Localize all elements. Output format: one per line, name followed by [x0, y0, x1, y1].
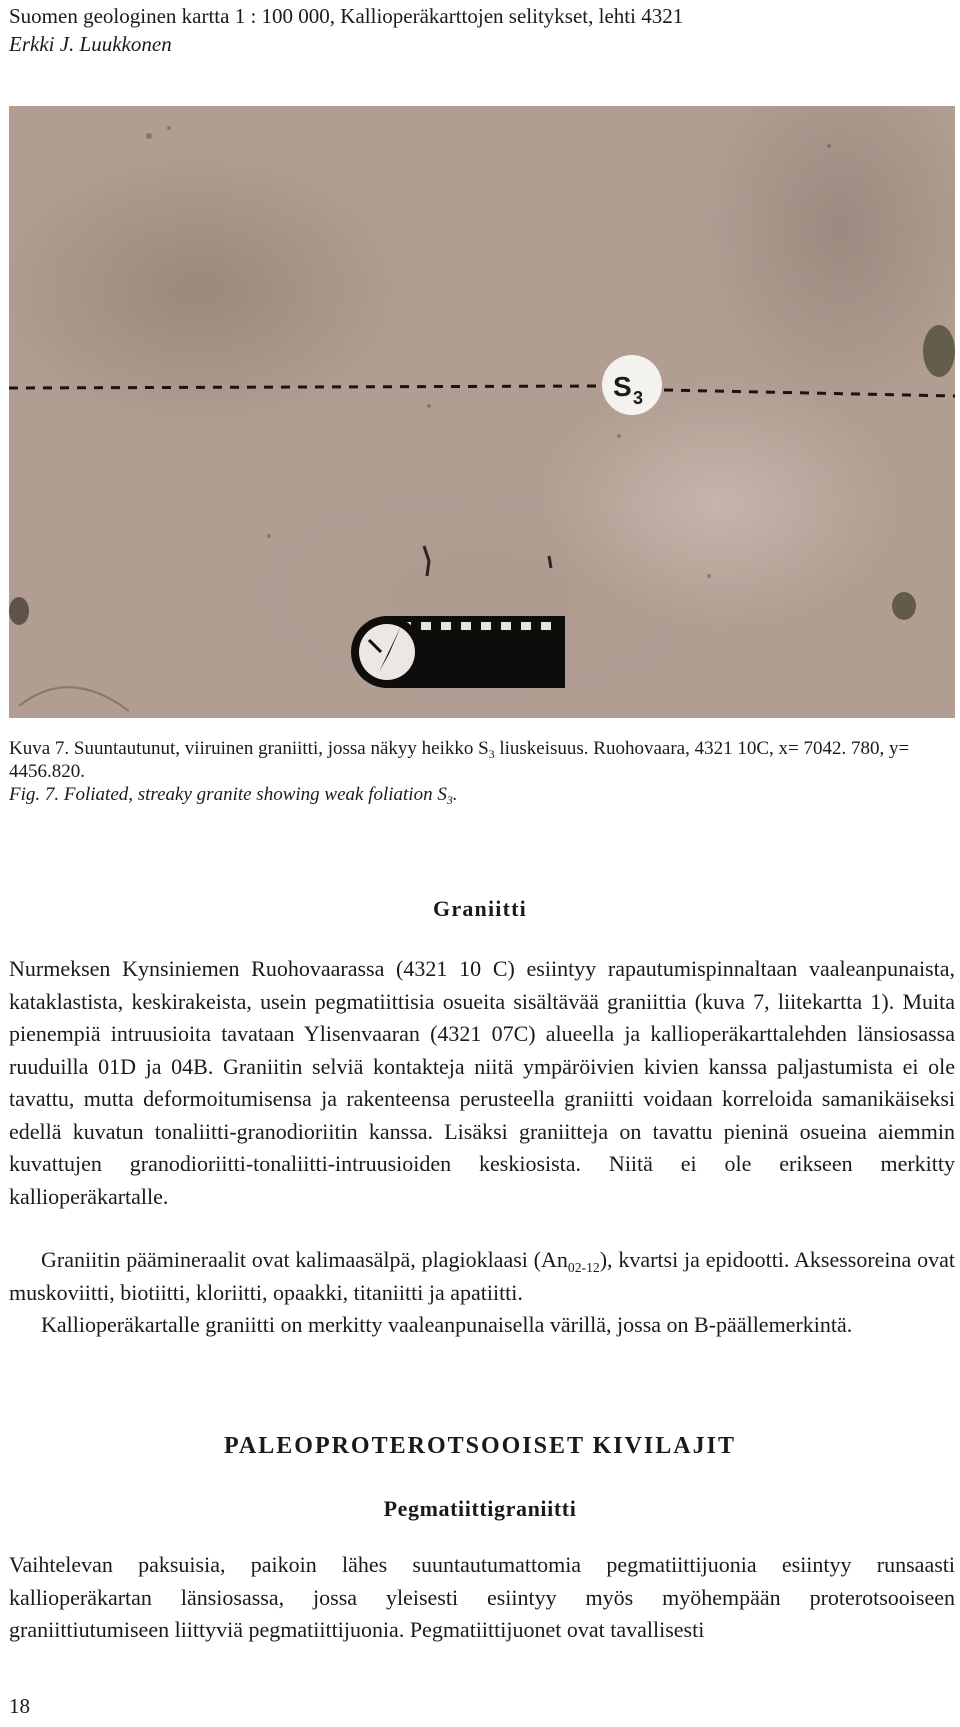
figure-caption	[9, 737, 955, 806]
compass	[351, 616, 565, 688]
caption-finnish: Kuva 7. Suuntautunut, viiruinen graniitti, jossa näkyy heikko $S_3$ liuskeisuus. Ruohovaara, 4321 10C, x= 7042. 780, y= 4456.820.	[9, 738, 910, 782]
body-paragraph: Nurmeksen Kynsiniemen Ruohovaarassa (4321 10 C) esiintyy rapautumispinnaltaan vaaleanpunaista, kataklastista, keskirakeista, usein pegmatiittisia osueita sisältävää graniittia (kuva 7, liitekartta 1). Muita pienempiä intruusioita tavataan Ylisenvaaran (4321 07C) alueella ja kallioperäkarttalehden länsiosassa ruuduilla 01D ja 04B. Graniitin selviä kontakteja niitä ympäröivien kivien kanssa paljastumista ei ole tavattu, mutta deformoitumisensa ja rakenteensa perusteella graniitti voidaan korreloida samanikäiseksi edellä kuvatun tonaliitti-granodioriitin kanssa. Lisäksi graniitteja on tavattu pieninä osueina aiemmin kuvattujen granodioriitti-tonaliitti-intruusioiden keskiosista. Niitä ei ole erikseen merkitty kallioperäkartalle.	[9, 956, 955, 1209]
body-paragraph: Vaihtelevan paksuisia, paikoin lähes suuntautumattomia pegmatiittijuonia esiintyy runsaasti kallioperäkartan länsiosassa, jossa yleisesti esiintyy myös myöhempään proterotsooiseen graniittiutumiseen liittyviä pegmatiittijuonia. Pegmatiittijuonet ovat tavallisesti	[9, 1552, 955, 1642]
rock-texture	[146, 126, 831, 578]
crack	[19, 687, 129, 711]
lichen-patch	[892, 592, 916, 620]
series-title: Suomen geologinen kartta 1 : 100 000, Kallioperäkarttojen selitykset, lehti 4321	[9, 4, 684, 28]
body-paragraph: Kallioperäkartalle graniitti on merkitty vaaleanpunaisella värillä, jossa on B-päällemerkintä.	[41, 1312, 853, 1337]
section-heading-pegmatiittigraniitti: Pegmatiittigraniitti	[383, 1496, 577, 1521]
photo-drawing	[9, 106, 955, 718]
running-header	[9, 2, 683, 58]
chapter-heading: PALEOPROTEROTSOOISET KIVILAJIT	[224, 1433, 736, 1459]
foliation-line-left	[9, 386, 599, 388]
foliation-line-right	[664, 390, 955, 396]
marker-label: S	[613, 371, 632, 402]
body-paragraph: Graniitin päämineraalit ovat kalimaasälpä, plagioklaasi $(An_{02-12})$, kvartsi ja epidootti. Aksessoreina ovat muskoviitti, biotiitti, kloriitti, opaakki, titaniitti ja apatiitti.	[9, 1247, 955, 1305]
lichen-patch	[923, 325, 955, 377]
s3-marker	[602, 355, 662, 415]
caption-english: Fig. 7. Foliated, streaky granite showing weak foliation $S_3$.	[9, 784, 458, 808]
section-heading-graniitti: Graniitti	[433, 896, 527, 921]
author-name: Erkki J. Luukkonen	[9, 32, 172, 56]
lichen-patch	[9, 597, 29, 625]
crack	[424, 546, 429, 576]
crack	[549, 556, 551, 568]
figure-photo-granite	[9, 106, 955, 718]
marker-subscript: 3	[633, 388, 644, 408]
page-number: 18	[9, 1694, 30, 1718]
